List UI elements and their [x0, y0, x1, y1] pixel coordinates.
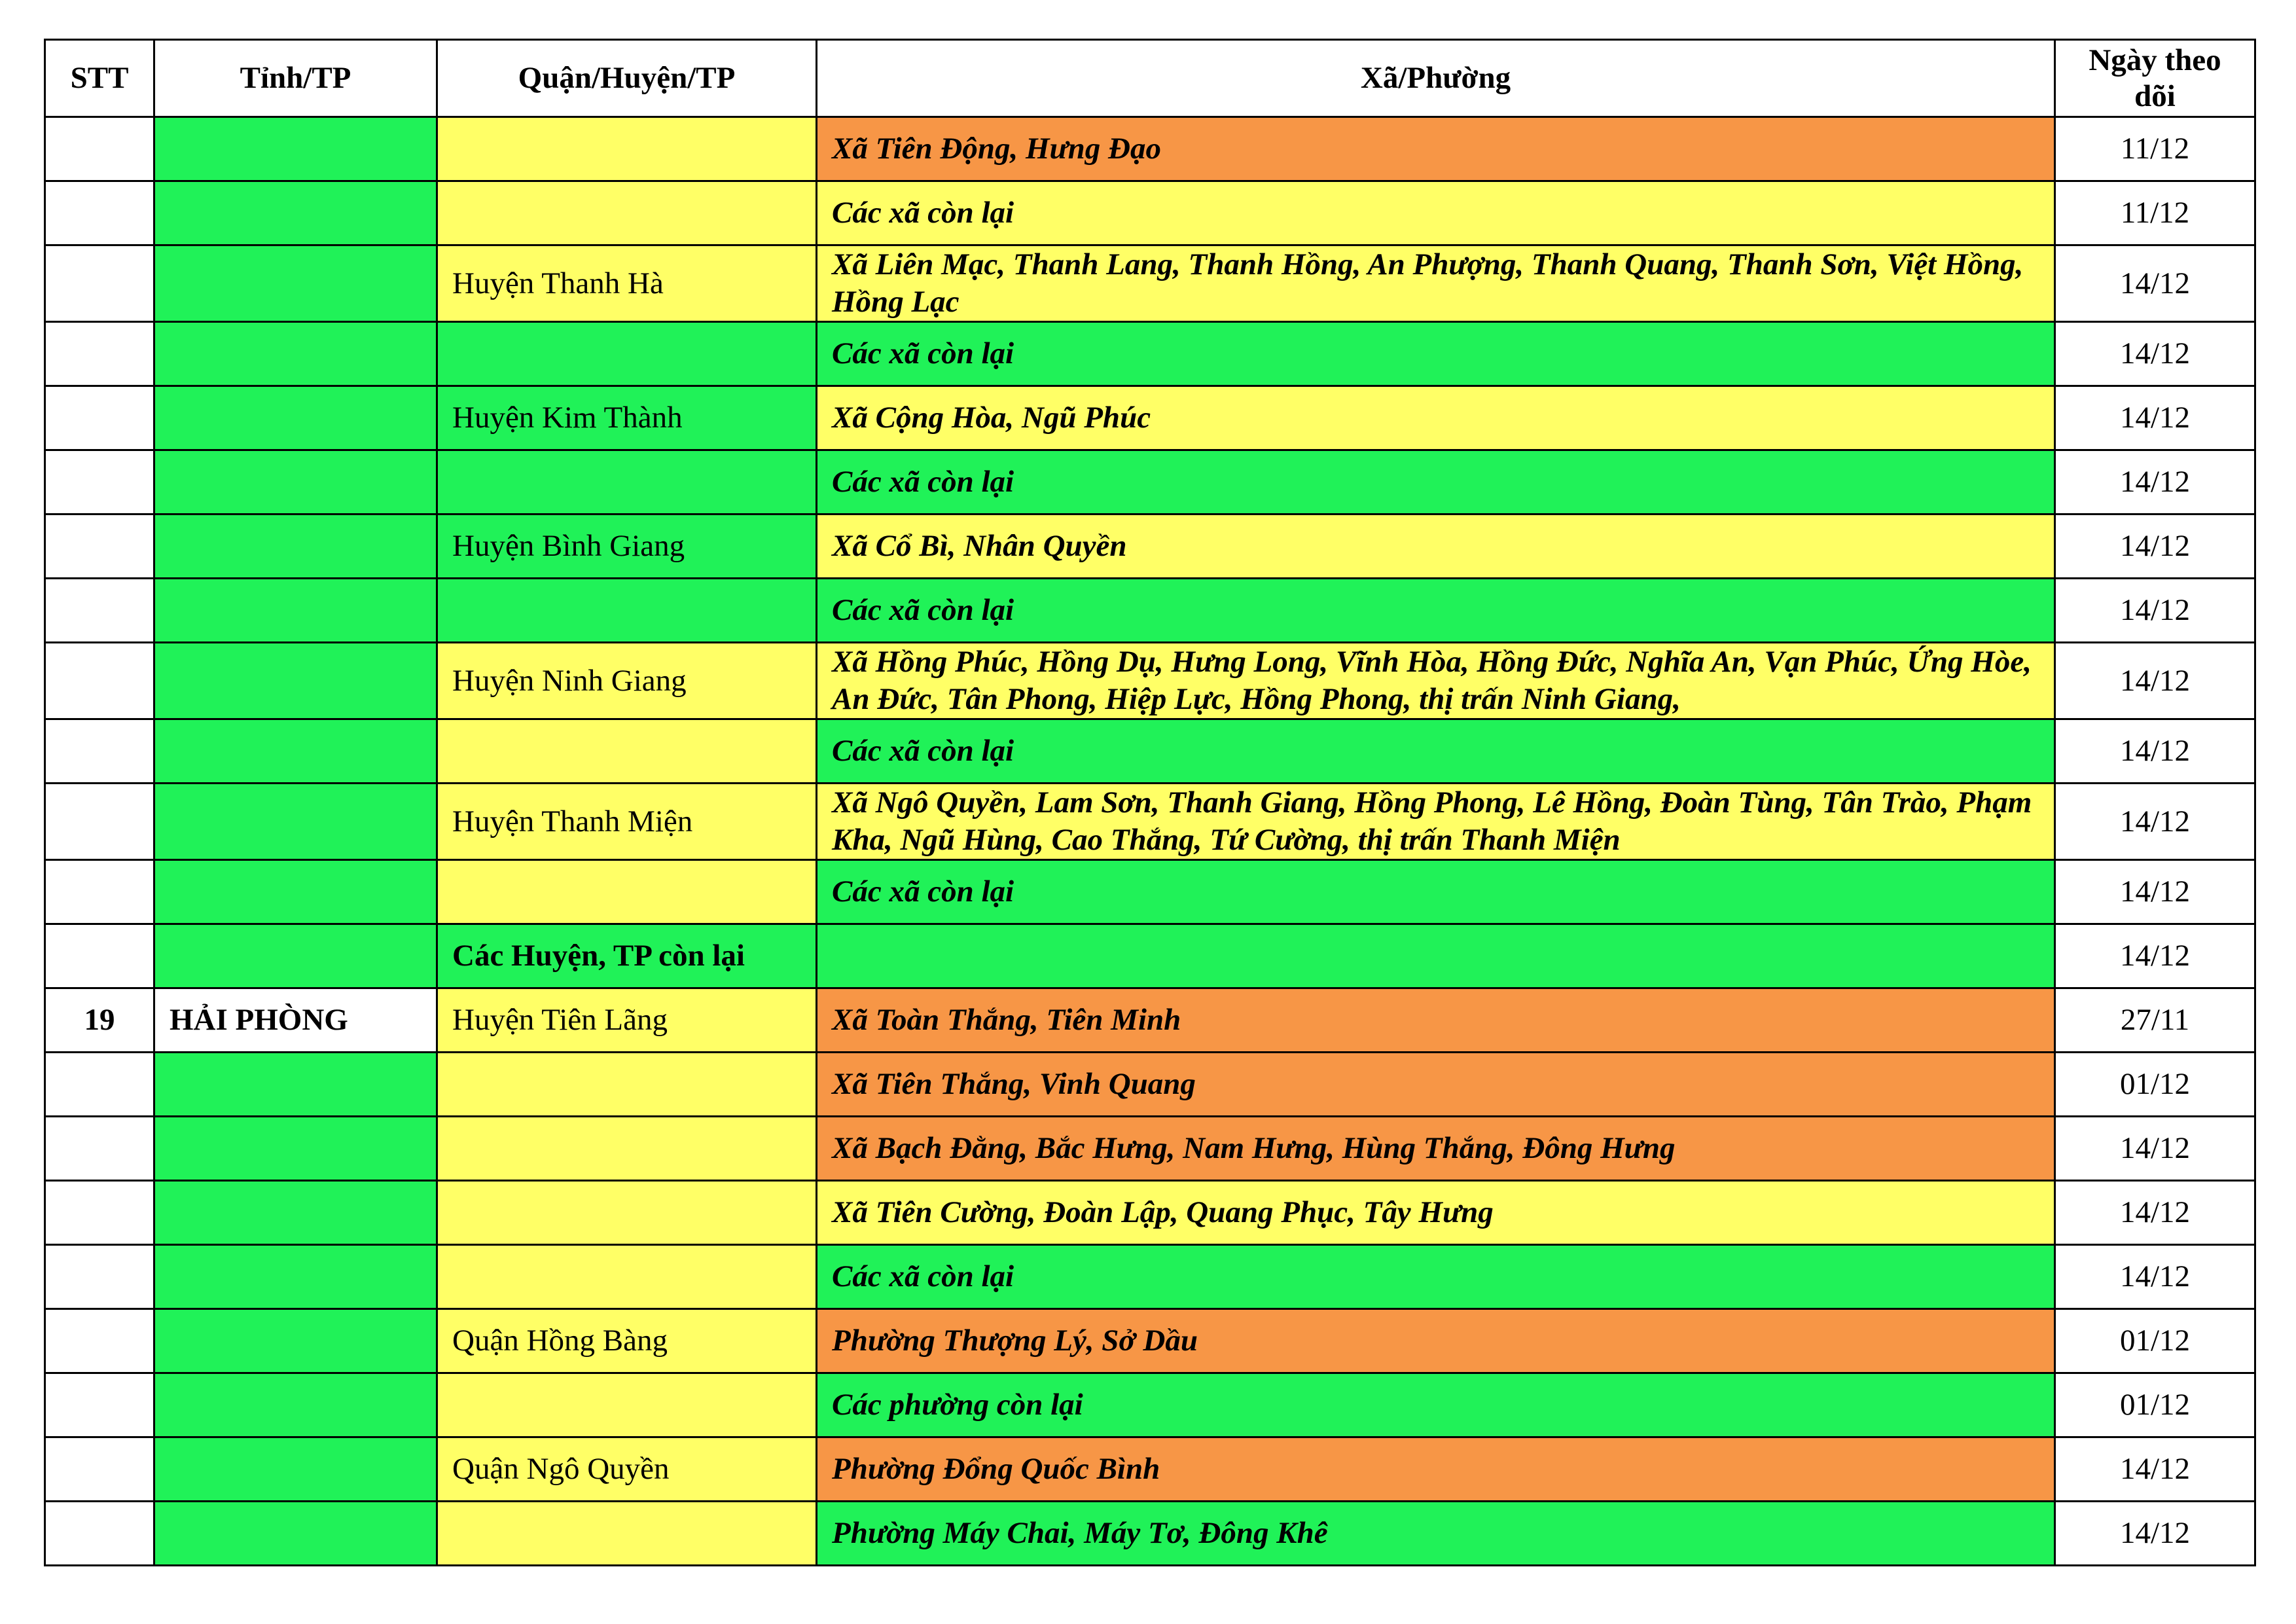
- table-row: [45, 245, 2255, 322]
- province-cell: [154, 860, 437, 924]
- date-cell: 14/12: [2055, 1437, 2255, 1502]
- province-cell: [154, 1245, 437, 1309]
- stt-cell: [45, 579, 154, 643]
- ward-cell: Xã Tiên Cường, Đoàn Lập, Quang Phục, Tây Hưng: [817, 1181, 2055, 1245]
- ward-cell: Phường Máy Chai, Máy Tơ, Đông Khê: [817, 1502, 2055, 1566]
- ward-cell: Xã Hồng Phúc, Hồng Dụ, Hưng Long, Vĩnh Hòa, Hồng Đức, Nghĩa An, Vạn Phúc, Ứng Hòe, An Đức, Tân Phong, Hiệp Lực, Hồng Phong, thị trấn Ninh Giang,: [817, 643, 2055, 719]
- province-cell: [154, 579, 437, 643]
- district-cell: [437, 117, 817, 181]
- table-row: [45, 579, 2255, 643]
- district-cell: [437, 860, 817, 924]
- ward-cell: Xã Tiên Động, Hưng Đạo: [817, 117, 2055, 181]
- ward-cell: Xã Cộng Hòa, Ngũ Phúc: [817, 386, 2055, 450]
- date-cell: 14/12: [2055, 784, 2255, 860]
- district-cell: [437, 579, 817, 643]
- date-cell: 14/12: [2055, 322, 2255, 386]
- stt-cell: [45, 1373, 154, 1437]
- province-cell: [154, 924, 437, 988]
- table-row: [45, 1181, 2255, 1245]
- province-cell: [154, 322, 437, 386]
- stt-cell: [45, 643, 154, 719]
- stt-cell: [45, 450, 154, 514]
- header-date: Ngày theo dõi: [2055, 40, 2255, 117]
- stt-cell: [45, 860, 154, 924]
- province-cell: [154, 1309, 437, 1373]
- table-row: [45, 924, 2255, 988]
- district-cell: Huyện Bình Giang: [437, 514, 817, 579]
- table-row: [45, 643, 2255, 719]
- ward-cell: Xã Ngô Quyền, Lam Sơn, Thanh Giang, Hồng Phong, Lê Hồng, Đoàn Tùng, Tân Trào, Phạm Kha, Ngũ Hùng, Cao Thắng, Tứ Cường, thị trấn Thanh Miện: [817, 784, 2055, 860]
- header-district: Quận/Huyện/TP: [437, 40, 817, 117]
- ward-cell: Xã Toàn Thắng, Tiên Minh: [817, 988, 2055, 1053]
- date-cell: 14/12: [2055, 1117, 2255, 1181]
- province-cell: [154, 245, 437, 322]
- table-row: [45, 181, 2255, 245]
- table-row: [45, 860, 2255, 924]
- table-row: [45, 988, 2255, 1053]
- province-cell: [154, 181, 437, 245]
- date-cell: 01/12: [2055, 1309, 2255, 1373]
- province-cell: [154, 643, 437, 719]
- date-cell: 27/11: [2055, 988, 2255, 1053]
- ward-cell: Các xã còn lại: [817, 1245, 2055, 1309]
- district-cell: Huyện Kim Thành: [437, 386, 817, 450]
- table-row: [45, 514, 2255, 579]
- stt-cell: [45, 924, 154, 988]
- stt-cell: [45, 1053, 154, 1117]
- district-cell: [437, 719, 817, 784]
- table-row: [45, 1053, 2255, 1117]
- ward-cell: Các xã còn lại: [817, 450, 2055, 514]
- ward-cell: Các xã còn lại: [817, 579, 2055, 643]
- date-cell: 11/12: [2055, 181, 2255, 245]
- district-cell: [437, 322, 817, 386]
- stt-cell: [45, 514, 154, 579]
- district-cell: [437, 1502, 817, 1566]
- table-row: [45, 784, 2255, 860]
- province-cell: HẢI PHÒNG: [154, 988, 437, 1053]
- date-cell: 11/12: [2055, 117, 2255, 181]
- stt-cell: [45, 1245, 154, 1309]
- district-cell: Huyện Ninh Giang: [437, 643, 817, 719]
- district-cell: [437, 450, 817, 514]
- stt-cell: [45, 181, 154, 245]
- table-row: [45, 117, 2255, 181]
- district-cell: [437, 181, 817, 245]
- date-cell: 01/12: [2055, 1053, 2255, 1117]
- ward-cell: Phường Đổng Quốc Bình: [817, 1437, 2055, 1502]
- stt-cell: [45, 719, 154, 784]
- date-cell: 01/12: [2055, 1373, 2255, 1437]
- ward-cell: Các xã còn lại: [817, 181, 2055, 245]
- table-row: [45, 1373, 2255, 1437]
- province-cell: [154, 514, 437, 579]
- header-row: [45, 40, 2255, 117]
- stt-cell: [45, 117, 154, 181]
- stt-cell: [45, 386, 154, 450]
- district-cell: [437, 1373, 817, 1437]
- zone-table: [44, 39, 2256, 1566]
- stt-cell: [45, 1181, 154, 1245]
- ward-cell: [817, 924, 2055, 988]
- stt-cell: 19: [45, 988, 154, 1053]
- date-cell: 14/12: [2055, 450, 2255, 514]
- district-cell: [437, 1181, 817, 1245]
- district-cell: Quận Hồng Bàng: [437, 1309, 817, 1373]
- table-row: [45, 719, 2255, 784]
- province-cell: [154, 386, 437, 450]
- district-cell: Huyện Tiên Lãng: [437, 988, 817, 1053]
- date-cell: 14/12: [2055, 1502, 2255, 1566]
- district-cell: Các Huyện, TP còn lại: [437, 924, 817, 988]
- stt-cell: [45, 1117, 154, 1181]
- table-row: [45, 1117, 2255, 1181]
- ward-cell: Các xã còn lại: [817, 860, 2055, 924]
- date-cell: 14/12: [2055, 860, 2255, 924]
- header-stt: STT: [45, 40, 154, 117]
- stt-cell: [45, 1437, 154, 1502]
- province-cell: [154, 1502, 437, 1566]
- ward-cell: Các xã còn lại: [817, 719, 2055, 784]
- province-cell: [154, 719, 437, 784]
- province-cell: [154, 1373, 437, 1437]
- district-cell: Huyện Thanh Miện: [437, 784, 817, 860]
- table-row: [45, 1245, 2255, 1309]
- table-row: [45, 1437, 2255, 1502]
- table-row: [45, 450, 2255, 514]
- date-cell: 14/12: [2055, 1245, 2255, 1309]
- date-cell: 14/12: [2055, 514, 2255, 579]
- province-cell: [154, 1053, 437, 1117]
- date-cell: 14/12: [2055, 386, 2255, 450]
- ward-cell: Các phường còn lại: [817, 1373, 2055, 1437]
- stt-cell: [45, 1309, 154, 1373]
- stt-cell: [45, 322, 154, 386]
- stt-cell: [45, 784, 154, 860]
- stt-cell: [45, 245, 154, 322]
- district-cell: Quận Ngô Quyền: [437, 1437, 817, 1502]
- province-cell: [154, 117, 437, 181]
- province-cell: [154, 450, 437, 514]
- date-cell: 14/12: [2055, 1181, 2255, 1245]
- district-cell: [437, 1053, 817, 1117]
- district-cell: [437, 1245, 817, 1309]
- ward-cell: Phường Thượng Lý, Sở Dầu: [817, 1309, 2055, 1373]
- ward-cell: Xã Cổ Bì, Nhân Quyền: [817, 514, 2055, 579]
- province-cell: [154, 1117, 437, 1181]
- province-cell: [154, 1181, 437, 1245]
- date-cell: 14/12: [2055, 719, 2255, 784]
- stt-cell: [45, 1502, 154, 1566]
- ward-cell: Các xã còn lại: [817, 322, 2055, 386]
- header-ward: Xã/Phường: [817, 40, 2055, 117]
- date-cell: 14/12: [2055, 579, 2255, 643]
- table-row: [45, 1309, 2255, 1373]
- table-row: [45, 1502, 2255, 1566]
- ward-cell: Xã Liên Mạc, Thanh Lang, Thanh Hồng, An Phượng, Thanh Quang, Thanh Sơn, Việt Hồng, Hồng Lạc: [817, 245, 2055, 322]
- date-cell: 14/12: [2055, 245, 2255, 322]
- province-cell: [154, 1437, 437, 1502]
- table-row: [45, 386, 2255, 450]
- district-cell: Huyện Thanh Hà: [437, 245, 817, 322]
- date-cell: 14/12: [2055, 924, 2255, 988]
- table-row: [45, 322, 2255, 386]
- date-cell: 14/12: [2055, 643, 2255, 719]
- ward-cell: Xã Tiên Thắng, Vinh Quang: [817, 1053, 2055, 1117]
- header-province: Tỉnh/TP: [154, 40, 437, 117]
- province-cell: [154, 784, 437, 860]
- ward-cell: Xã Bạch Đằng, Bắc Hưng, Nam Hưng, Hùng Thắng, Đông Hưng: [817, 1117, 2055, 1181]
- district-cell: [437, 1117, 817, 1181]
